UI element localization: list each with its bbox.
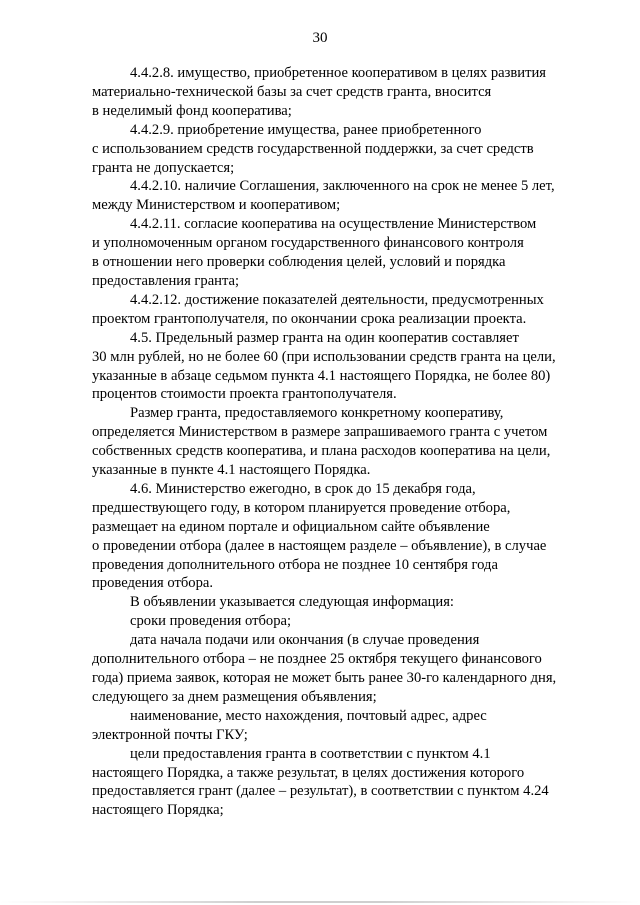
paragraph-application-dates: дата начала подачи или окончания (в случае проведения дополнительного отбора – не позднее 25 октября текущего финансового года) приема заявок, которая не может быть ранее 30-го календарного дня, следующего за днем размещения объявления; <box>92 632 557 705</box>
document-body <box>92 64 582 820</box>
scan-edge-divider <box>0 901 640 903</box>
paragraph-selection-dates: сроки проведения отбора; <box>130 613 292 630</box>
paragraph-grant-size: Размер гранта, предоставляемого конкретному кооперативу, определяется Министерством в размере запрашиваемого гранта с учетом собственных средств кооператива, и плана расходов кооператива на цели, указанные в пункте 4.1 настоящего Порядка. <box>92 405 551 479</box>
page-number: 30 <box>312 30 328 46</box>
paragraph-4-4-2-10: 4.4.2.10. наличие Соглашения, заключенного на срок не менее 5 лет, между Министерством и кооперативом; <box>92 178 555 214</box>
paragraph-4-4-2-12: 4.4.2.12. достижение показателей деятельности, предусмотренных проектом грантополучателя, по окончании срока реализации проекта. <box>92 291 544 327</box>
paragraph-announcement-intro: В объявлении указывается следующая информация: <box>130 594 454 611</box>
paragraph-4-4-2-9: 4.4.2.9. приобретение имущества, ранее приобретенного с использованием средств государственной поддержки, за счет средств гранта не допускается; <box>92 121 534 176</box>
paragraph-4-4-2-8: 4.4.2.8. имущество, приобретенное кооперативом в целях развития материально-технической базы за счет средств гранта, вносится в неделимый фонд кооператива; <box>92 65 546 119</box>
paragraph-4-4-2-11: 4.4.2.11. согласие кооператива на осуществление Министерством и уполномоченным органом государственного финансового контроля в отношении него проверки соблюдения целей, условий и порядка предоставления гранта; <box>92 216 537 289</box>
paragraph-gku-contacts: наименование, место нахождения, почтовый адрес, адрес электронной почты ГКУ; <box>92 707 487 743</box>
paragraph-4-6: 4.6. Министерство ежегодно, в срок до 15 декабря года, предшествующего году, в котором планируется проведение отбора, размещает на едином портале и официальном сайте объявление о проведении отбора (далее в настоящем разделе – объявление), в случае проведения дополнительного отбора не позднее 10 сентября года проведения отбора. <box>92 480 547 592</box>
paragraph-4-5: 4.5. Предельный размер гранта на один кооператив составляет 30 млн рублей, но не более 60 (при использовании средств гранта на цели, указанные в абзаце седьмом пункта 4.1 настоящего Порядка, не более 80) процентов стоимости проекта грантополучателя. <box>92 329 556 403</box>
paragraph-grant-goals: цели предоставления гранта в соответствии с пунктом 4.1 настоящего Порядка, а также результат, в целях достижения которого предоставляется грант (далее – результат), в соответствии с пунктом 4.24 настоящего Порядка; <box>92 745 549 819</box>
